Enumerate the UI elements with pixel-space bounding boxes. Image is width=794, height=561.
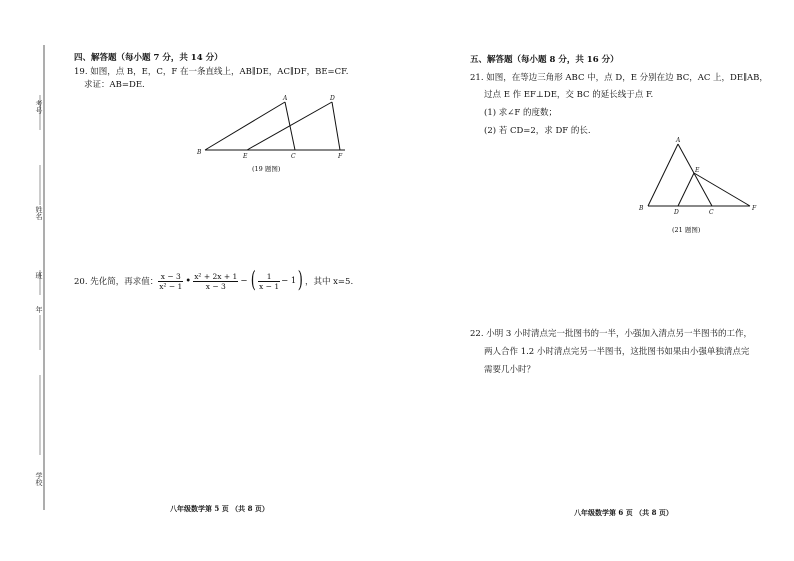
q20-prefix: 20. 先化简，再求值： [74, 277, 159, 287]
q21-figure [636, 136, 762, 218]
q19-label-d: D [330, 95, 335, 102]
q21-text-line1: 21. 如图，在等边三角形 ABC 中，点 D，E 分别在边 BC，AC 上，DE∥AB， [470, 73, 768, 83]
class-label: 班 [35, 272, 43, 279]
q20-expression [74, 270, 353, 292]
section-five-title: 五、解答题（每小题 8 分，共 16 分） [470, 55, 619, 65]
q19-figure [195, 94, 355, 164]
q21-caption: (21 题图) [672, 226, 701, 234]
section-four-title: 四、解答题（每小题 7 分，共 14 分） [74, 53, 223, 63]
q21-sub1: (1) 求∠F 的度数； [484, 108, 557, 118]
q22-text-line2: 两人合作 1.2 小时清点完另一半图书，这批图书如果由小强单独清点完 [484, 347, 750, 357]
q19-label-c: C [291, 153, 296, 160]
binding-line [30, 45, 50, 515]
exam-no-label: 考号 [35, 100, 43, 114]
q19-label-f: F [338, 153, 343, 160]
q19-text-line2: 求证：AB=DE. [84, 80, 145, 90]
q21-label-b: B [639, 205, 644, 212]
q21-label-f: F [752, 205, 757, 212]
q20-fraction-2: $\frac{\text{x² + 2x + 1}}{x - 3}$ [194, 271, 238, 291]
q20-paren-close: ) [298, 268, 304, 293]
q21-label-c: C [709, 209, 714, 216]
q21-text-line2: 过点 E 作 EF⊥DE，交 BC 的延长线于点 F. [484, 90, 654, 100]
q21-label-d: D [674, 209, 679, 216]
q19-caption: (19 题图) [252, 165, 281, 173]
q20-minus-one: − 1 [281, 276, 297, 286]
q20-paren-open: ( [251, 268, 257, 293]
q21-label-e: E [695, 167, 700, 174]
q20-minus: − [240, 276, 248, 286]
q20-fraction-3: $\frac{1}{x - 1}$ [259, 271, 280, 291]
q19-label-e: E [243, 153, 248, 160]
q19-label-a: A [283, 95, 288, 102]
q21-sub2: (2) 若 CD=2，求 DF 的长. [484, 126, 591, 136]
q20-fraction-1: $\frac{x - 3}{\text{x² − 1}}$ [159, 271, 183, 291]
q19-label-b: B [197, 149, 202, 156]
right-page-footer: 八年级数学第 6 页 （共 8 页） [574, 508, 673, 517]
q20-multiply-dot: • [185, 275, 192, 287]
q20-suffix: ，其中 x=5. [304, 277, 354, 287]
left-page-footer: 八年级数学第 5 页 （共 8 页） [170, 504, 269, 513]
q21-label-a: A [676, 137, 681, 144]
q19-text-line1: 19. 如图，点 B，E，C，F 在一条直线上，AB∥DE，AC∥DF，BE=CF. [74, 67, 349, 77]
q22-text-line1: 22. 小明 3 小时清点完一批图书的一半，小强加入清点另一半图书的工作， [470, 329, 753, 339]
school-label: 学校 [35, 472, 43, 486]
grade-label: 年 [35, 306, 43, 313]
name-label: 姓名 [35, 206, 43, 220]
q22-text-line3: 需要几小时？ [484, 365, 536, 375]
